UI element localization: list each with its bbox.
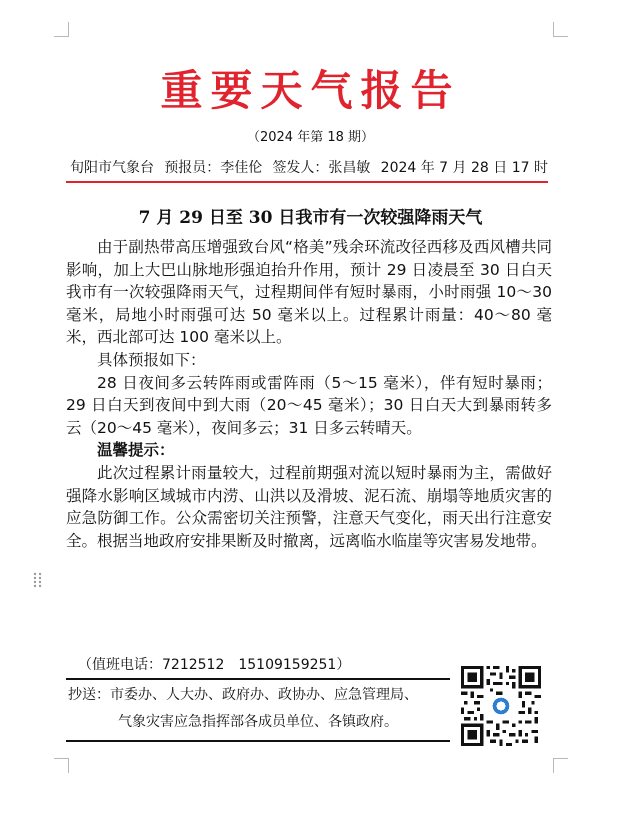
tip-paragraph: 此次过程累计雨量较大，过程前期强对流以短时暴雨为主，需做好强降水影响区域城市内涝、山洪以及滑坡、泥石流、崩塌等地质灾害的应急防御工作。公众需密切关注预警，注意天气变化，雨天出行注意安全。根据当地政府安排果断及时撤离，远离临水临崖等灾害易发地带。 [66,463,552,550]
report-meta [70,157,548,177]
cc-recipients-line1: 抄送：市委办、人大办、政府办、政协办、应急管理局、 [68,687,418,703]
crop-mark-bottom-left [54,758,69,773]
tip-title: 温馨提示： [97,441,175,460]
forecaster: 预报员：李佳伦 [164,160,263,176]
issued-time: 2024 年 7 月 28 日 17 时 [380,160,548,176]
duty-phone: （值班电话：7212512 15109159251） [78,657,351,673]
report-title: 重要天气报告 [160,66,461,115]
crop-mark-top-left [54,22,69,37]
issuer: 签发人：张昌敏 [272,160,371,176]
header-divider [66,181,548,183]
cc-recipients-line2: 气象灾害应急指挥部各成员单位、各镇政府。 [118,714,398,730]
qr-code-icon [461,666,541,746]
report-headline: 7 月 29 日至 30 日我市有一次较强降雨天气 [138,208,483,228]
crop-mark-top-right [553,22,568,37]
forecast-detail: 28 日夜间多云转阵雨或雷阵雨（5～15 毫米），伴有短时暴雨；29 日白天到夜间中到大雨（20～45 毫米）；30 日白天大到暴雨转多云（20～45 毫米），夜间多云；31 日多云转晴天。 [66,373,552,437]
crop-mark-bottom-right [553,758,568,773]
report-body [66,236,552,552]
organization: 旬阳市气象台 [70,160,154,176]
footer-divider-bottom [66,740,450,742]
summary-paragraph: 由于副热带高压增强致台风“格美”残余环流改径西移及西风槽共同影响，加上大巴山脉地形强迫抬升作用，预计 29 日凌晨至 30 日白天我市有一次较强降雨天气，过程期间伴有短时暴雨，小时雨强 10～30 毫米，局地小时雨强可达 50 毫米以上。过程累计雨量：40～80 毫米，西北部可达 100 毫米以上。 [66,238,552,347]
issue-number: （2024 年第 18 期） [246,130,375,145]
forecast-intro: 具体预报如下： [97,350,206,369]
footer-divider-top [66,678,450,680]
drag-handle-icon[interactable] [33,572,43,588]
